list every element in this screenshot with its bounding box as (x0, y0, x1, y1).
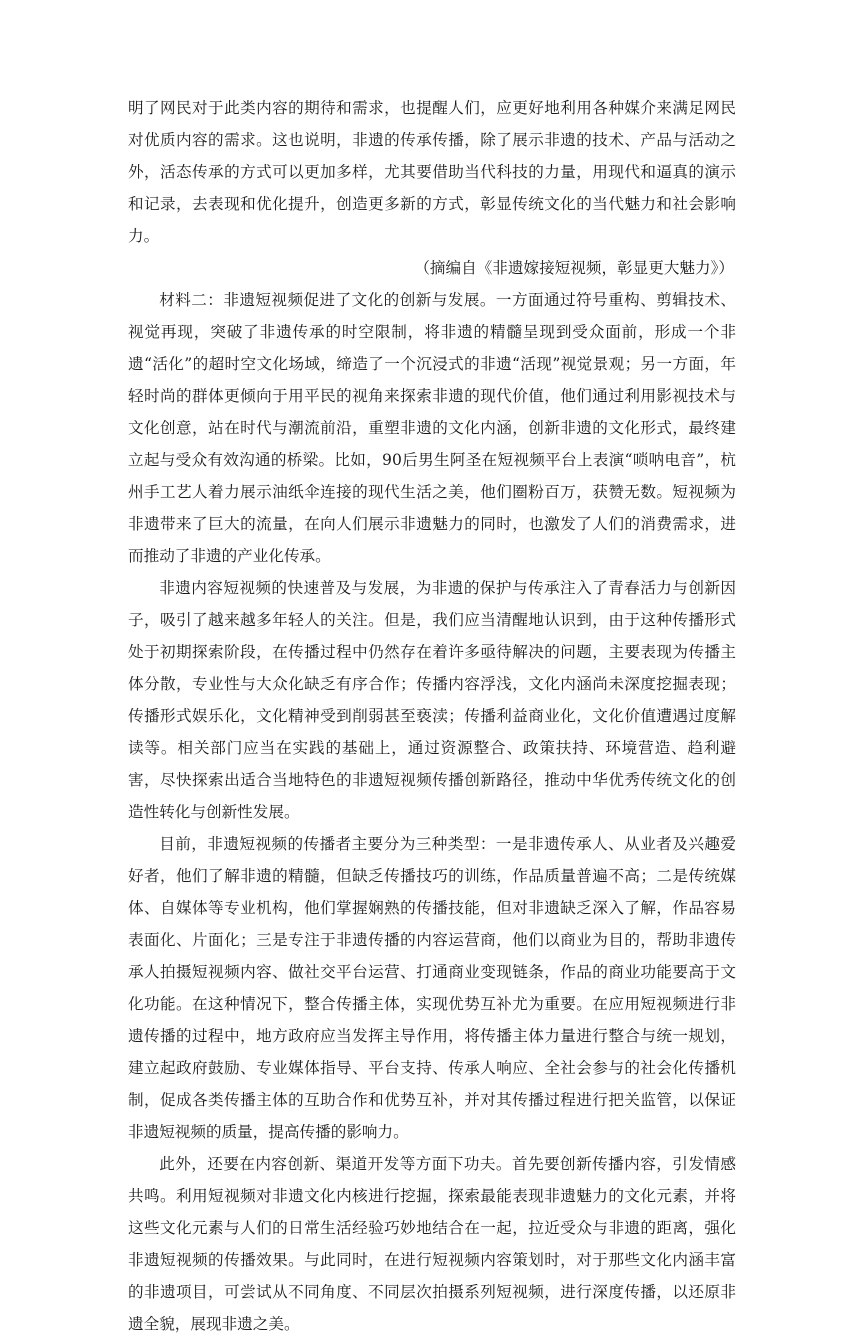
paragraph-communicator-types: 目前，非遗短视频的传播者主要分为三种类型：一是非遗传承人、从业者及兴趣爱好者，他们了解非遗的精髓，但缺乏传播技巧的训练，作品质量普遍不高；二是传统媒体、自媒体等专业机构，他们掌握娴熟的传播技能，但对非遗缺乏深入了解，作品容易表面化、片面化；三是专注于非遗传播的内容运营商，他们以商业为目的，帮助非遗传承人拍摄短视频内容、做社交平台运营、打通商业变现链条，作品的商业功能要高于文化功能。在这种情况下，整合传播主体，实现优势互补尤为重要。在应用短视频进行非遗传播的过程中，地方政府应当发挥主导作用，将传播主体力量进行整合与统一规划，建立起政府鼓励、专业媒体指导、平台支持、传承人响应、全社会参与的社会化传播机制，促成各类传播主体的互助合作和优势互补，并对其传播过程进行把关监管，以保证非遗短视频的质量，提高传播的影响力。 (128, 835, 736, 1141)
paragraph-material-two: 材料二：非遗短视频促进了文化的创新与发展。一方面通过符号重构、剪辑技术、视觉再现，突破了非遗传承的时空限制，将非遗的精髓呈现到受众面前，形成一个非遗“活化”的超时空文化场域，缔造了一个沉浸式的非遗“活现”视觉景观；另一方面，年轻时尚的群体更倾向于用平民的视角来探索非遗的现代价值，他们通过利用影视技术与文化创意，站在时代与潮流前沿，重塑非遗的文化内涵，创新非遗的文化形式，最终建立起与受众有效沟通的桥梁。比如，90后男生阿圣在短视频平台上表演“唢呐电音”，杭州手工艺人着力展示油纸伞连接的现代生活之美，他们圈粉百万，获赞无数。短视频为非遗带来了巨大的流量，在向人们展示非遗魅力的同时，也激发了人们的消费需求，进而推动了非遗的产业化传承。 (128, 291, 736, 565)
paragraph-problems: 非遗内容短视频的快速普及与发展，为非遗的保护与传承注入了青春活力与创新因子，吸引了越来越多年轻人的关注。但是，我们应当清醒地认识到，由于这种传播形式处于初期探索阶段，在传播过程中仍然存在着许多亟待解决的问题，主要表现为传播主体分散，专业性与大众化缺乏有序合作；传播内容浮浅，文化内涵尚未深度挖掘表现；传播形式娱乐化，文化精神受到削弱甚至亵渎；传播利益商业化，文化价值遭遇过度解读等。相关部门应当在实践的基础上，通过资源整合、政策扶持、环境营造、趋利避害，尽快探索出适合当地特色的非遗短视频传播创新路径，推动中华优秀传统文化的创造性转化与创新性发展。 (128, 579, 736, 821)
source-citation: （摘编自《非遗嫁接短视频，彰显更大魅力》） (414, 259, 734, 277)
document-page (128, 92, 736, 1340)
paragraph-content-innovation: 此外，还要在内容创新、渠道开发等方面下功夫。首先要创新传播内容，引发情感共鸣。利用短视频对非遗文化内核进行挖掘，探索最能表现非遗魅力的文化元素，并将这些文化元素与人们的日常生活经验巧妙地结合在一起，拉近受众与非遗的距离，强化非遗短视频的传播效果。与此同时，在进行短视频内容策划时，对于那些文化内涵丰富的非遗项目，可尝试从不同角度、不同层次拍摄系列短视频，进行深度传播，以还原非遗全貌，展现非遗之美。 (128, 1155, 736, 1333)
paragraph-continuation: 明了网民对于此类内容的期待和需求，也提醒人们，应更好地利用各种媒介来满足网民对优质内容的需求。这也说明，非遗的传承传播，除了展示非遗的技术、产品与活动之外，活态传承的方式可以更加多样，尤其要借助当代科技的力量，用现代和逼真的演示和记录，去表现和优化提升，创造更多新的方式，彰显传统文化的当代魅力和社会影响力。 (128, 99, 736, 245)
